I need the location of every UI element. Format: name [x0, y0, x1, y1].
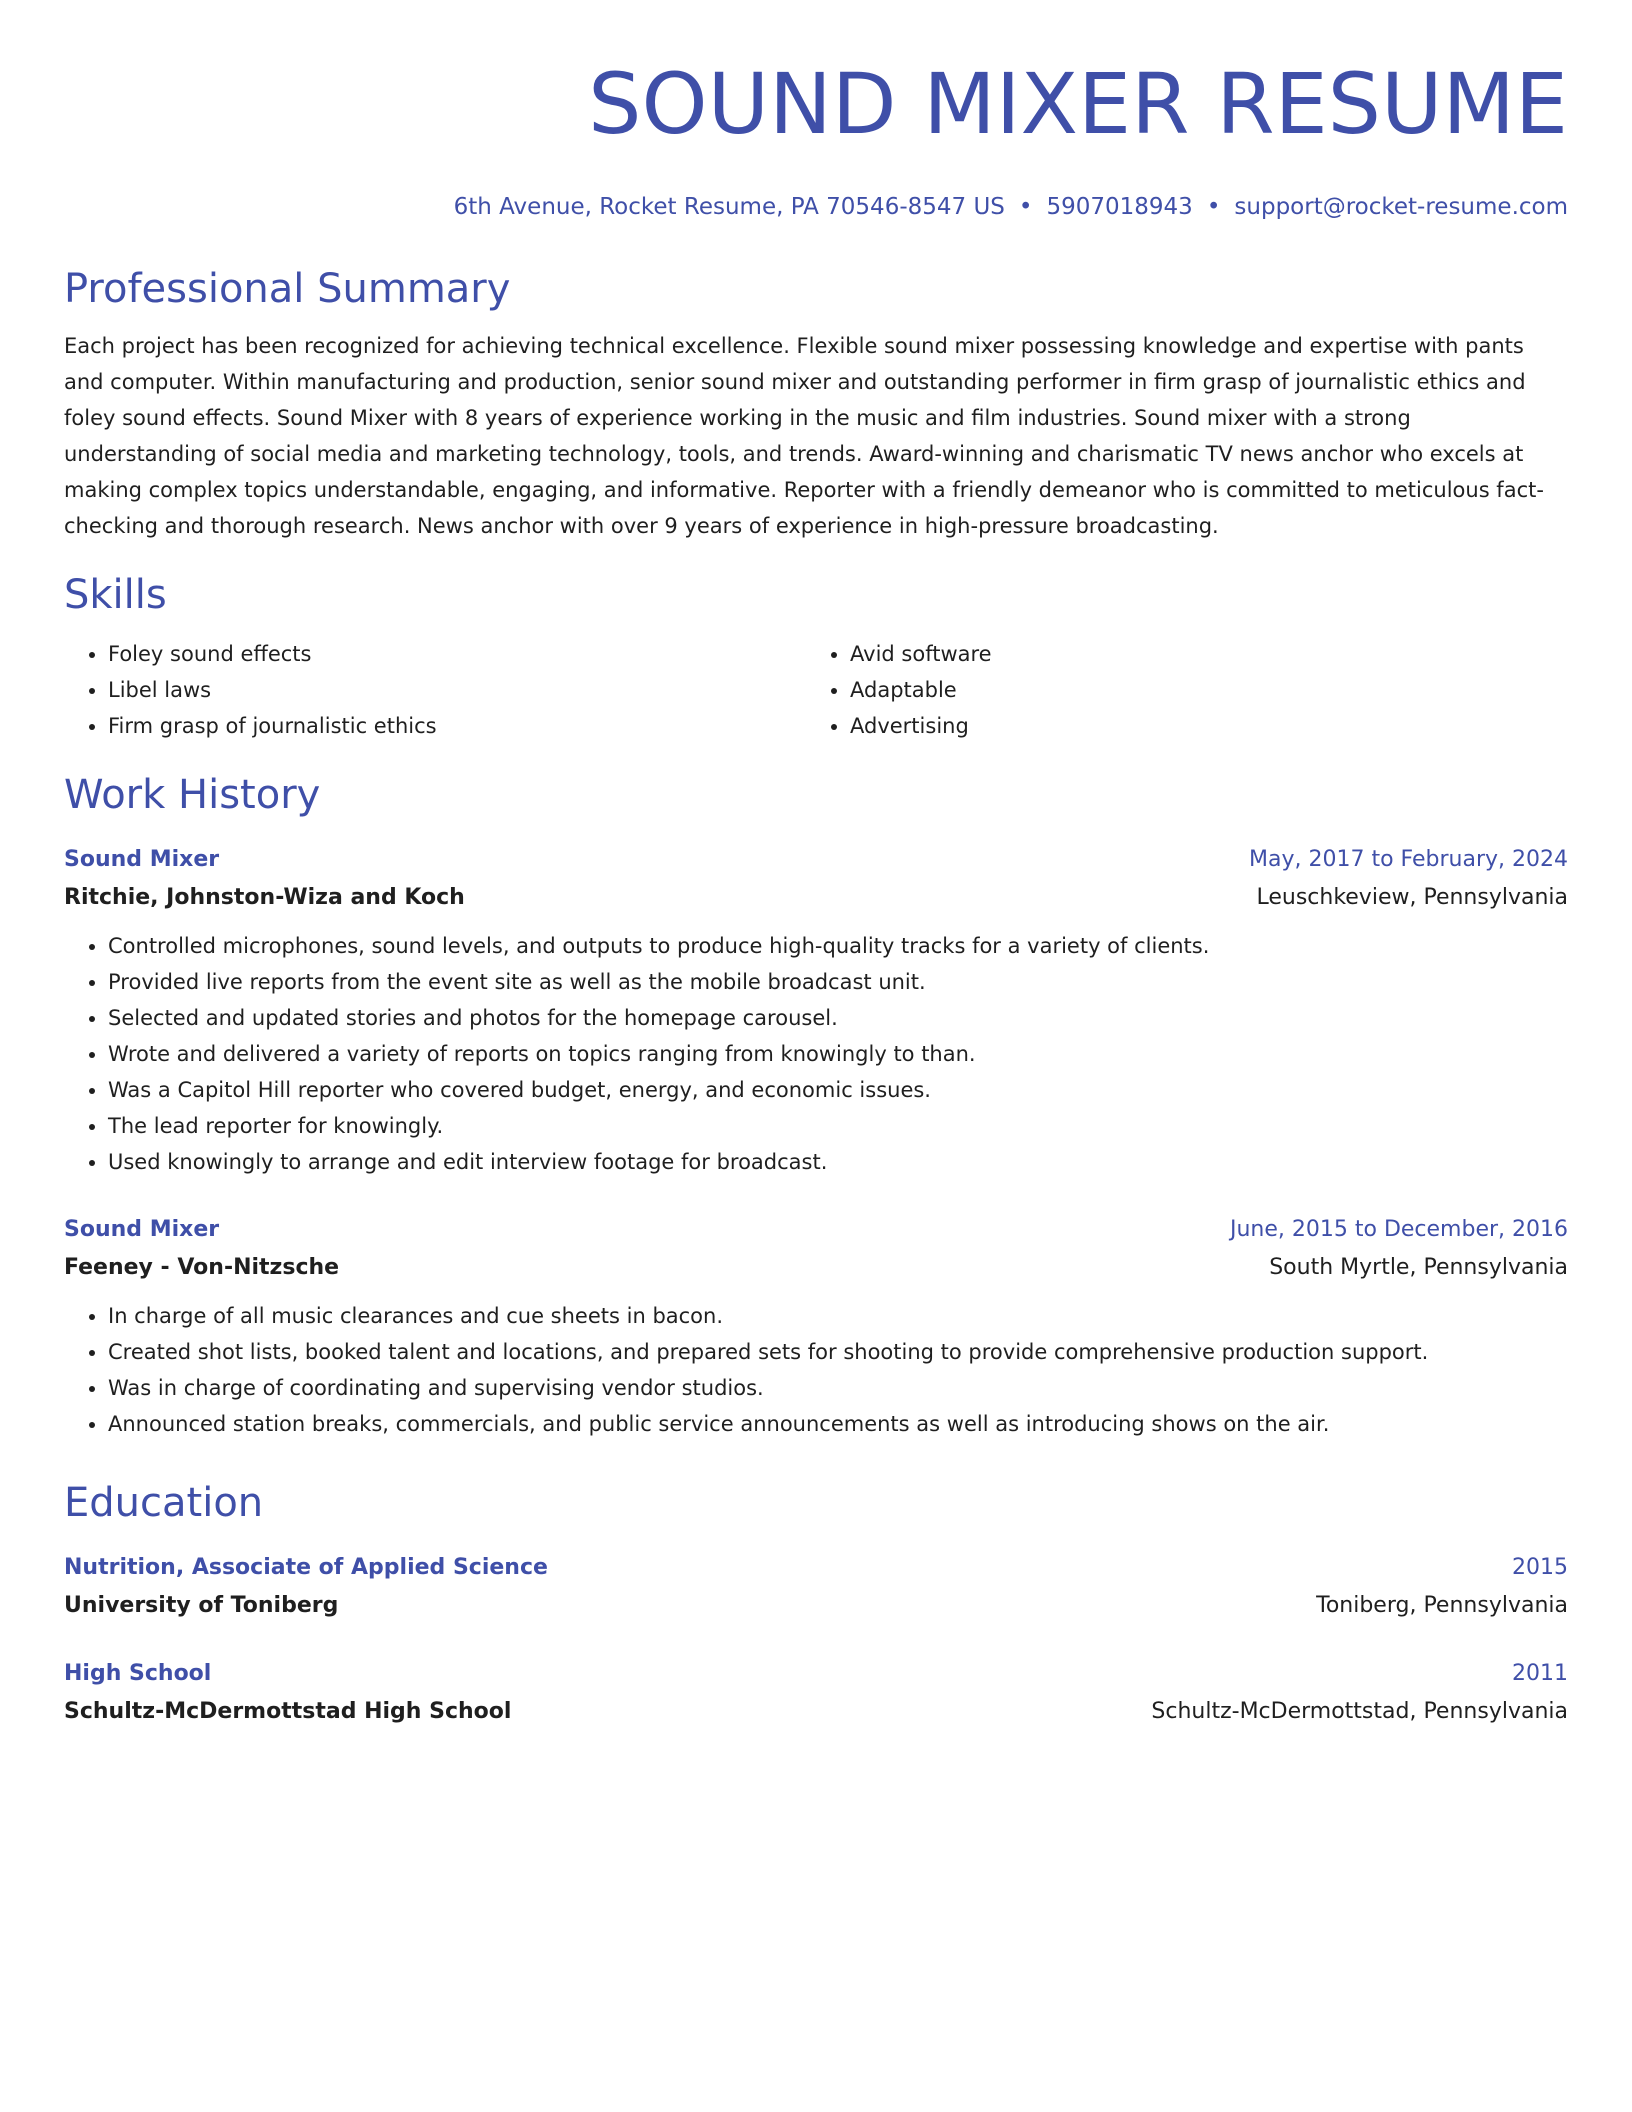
job-bullet: • Created shot lists, booked talent and locations, and prepared sets for shooting to provide comprehensive production support. — [108, 1334, 1568, 1370]
skill-item: • Libel laws — [108, 672, 806, 708]
job-dates: May, 2017 to February, 2024 — [1249, 847, 1568, 872]
job-bullet: • The lead reporter for knowingly. — [108, 1108, 1568, 1144]
summary-text: Each project has been recognized for achieving technical excellence. Flexible sound mixer possessing knowledge and expertise with pants and computer. Within manufacturing and production, senior sound mixer and outstanding performer in firm grasp of journalistic ethics and foley sound effects. Sound Mixer with 8 years of experience working in the music and film industries. Sound mixer with a strong understanding of social media and marketing technology, tools, and trends. Award-winning and charismatic TV news anchor who excels at making complex topics understandable, engaging, and informative. Reporter with a friendly demeanor who is committed to meticulous fact-checking and thorough research. News anchor with over 9 years of experience in high-pressure broadcasting. — [64, 334, 1544, 538]
education-header-row — [64, 1656, 1568, 1692]
contact-phone: 5907018943 — [1046, 194, 1193, 220]
skill-item: • Foley sound effects — [108, 636, 806, 672]
work-history-heading: Work History — [64, 772, 321, 818]
job-bullet: • In charge of all music clearances and cue sheets in bacon. — [108, 1298, 1568, 1334]
job-company-row — [64, 1248, 1568, 1288]
job-header-row — [64, 1212, 1568, 1248]
job-role: Sound Mixer — [64, 1217, 220, 1242]
resume-title: SOUND MIXER RESUME — [588, 55, 1568, 153]
job-bullet: • Provided live reports from the event site as well as the mobile broadcast unit. — [108, 964, 1568, 1000]
contact-line — [64, 192, 1568, 222]
skills-column-left — [64, 636, 806, 744]
job-company: Ritchie, Johnston-Wiza and Koch — [64, 885, 465, 910]
education-school: Schultz-McDermottstad High School — [64, 1699, 512, 1724]
skill-item: • Avid software — [850, 636, 1548, 672]
job-bullets — [64, 928, 1568, 1180]
job-bullet: • Was a Capitol Hill reporter who covered budget, energy, and economic issues. — [108, 1072, 1568, 1108]
education-school-row — [64, 1586, 1568, 1626]
education-location: Toniberg, Pennsylvania — [1316, 1593, 1568, 1618]
job-dates: June, 2015 to December, 2016 — [1229, 1217, 1568, 1242]
education-school: University of Toniberg — [64, 1593, 339, 1618]
job-location: South Myrtle, Pennsylvania — [1269, 1255, 1568, 1280]
education-entry — [64, 1550, 1568, 1626]
job-header-row — [64, 842, 1568, 878]
job-location: Leuschkeview, Pennsylvania — [1256, 885, 1568, 910]
skills-list — [64, 636, 1568, 744]
skills-heading: Skills — [64, 572, 167, 618]
skill-item: • Advertising — [850, 708, 1548, 744]
job-company-row — [64, 878, 1568, 918]
job-bullet: • Announced station breaks, commercials, and public service announcements as well as introducing shows on the air. — [108, 1406, 1568, 1442]
education-location: Schultz-McDermottstad, Pennsylvania — [1151, 1699, 1568, 1724]
education-header-row — [64, 1550, 1568, 1586]
job-bullet: • Wrote and delivered a variety of reports on topics ranging from knowingly to than. — [108, 1036, 1568, 1072]
education-entry — [64, 1656, 1568, 1732]
education-year: 2011 — [1512, 1661, 1568, 1686]
resume-page — [64, 0, 1568, 1732]
job-bullet: • Was in charge of coordinating and supervising vendor studios. — [108, 1370, 1568, 1406]
job-bullet: • Controlled microphones, sound levels, and outputs to produce high-quality tracks for a variety of clients. — [108, 928, 1568, 964]
skills-column-right — [806, 636, 1548, 744]
job-company: Feeney - Von-Nitzsche — [64, 1255, 340, 1280]
education-degree: High School — [64, 1661, 212, 1686]
job-role: Sound Mixer — [64, 847, 220, 872]
contact-email: support@rocket-resume.com — [1234, 194, 1568, 220]
skill-item: • Firm grasp of journalistic ethics — [108, 708, 806, 744]
skill-item: • Adaptable — [850, 672, 1548, 708]
education-degree: Nutrition, Associate of Applied Science — [64, 1555, 548, 1580]
job-bullet: • Used knowingly to arrange and edit interview footage for broadcast. — [108, 1144, 1568, 1180]
education-year: 2015 — [1512, 1555, 1568, 1580]
education-school-row — [64, 1692, 1568, 1732]
contact-address: 6th Avenue, Rocket Resume, PA 70546-8547 US — [453, 194, 1005, 220]
job-entry — [64, 1212, 1568, 1442]
job-bullets — [64, 1298, 1568, 1442]
job-bullet: • Selected and updated stories and photos for the homepage carousel. — [108, 1000, 1568, 1036]
summary-heading: Professional Summary — [64, 266, 511, 312]
contact-separator: • — [1018, 194, 1033, 220]
job-entry — [64, 842, 1568, 1180]
contact-separator: • — [1206, 194, 1221, 220]
education-heading: Education — [64, 1480, 264, 1526]
